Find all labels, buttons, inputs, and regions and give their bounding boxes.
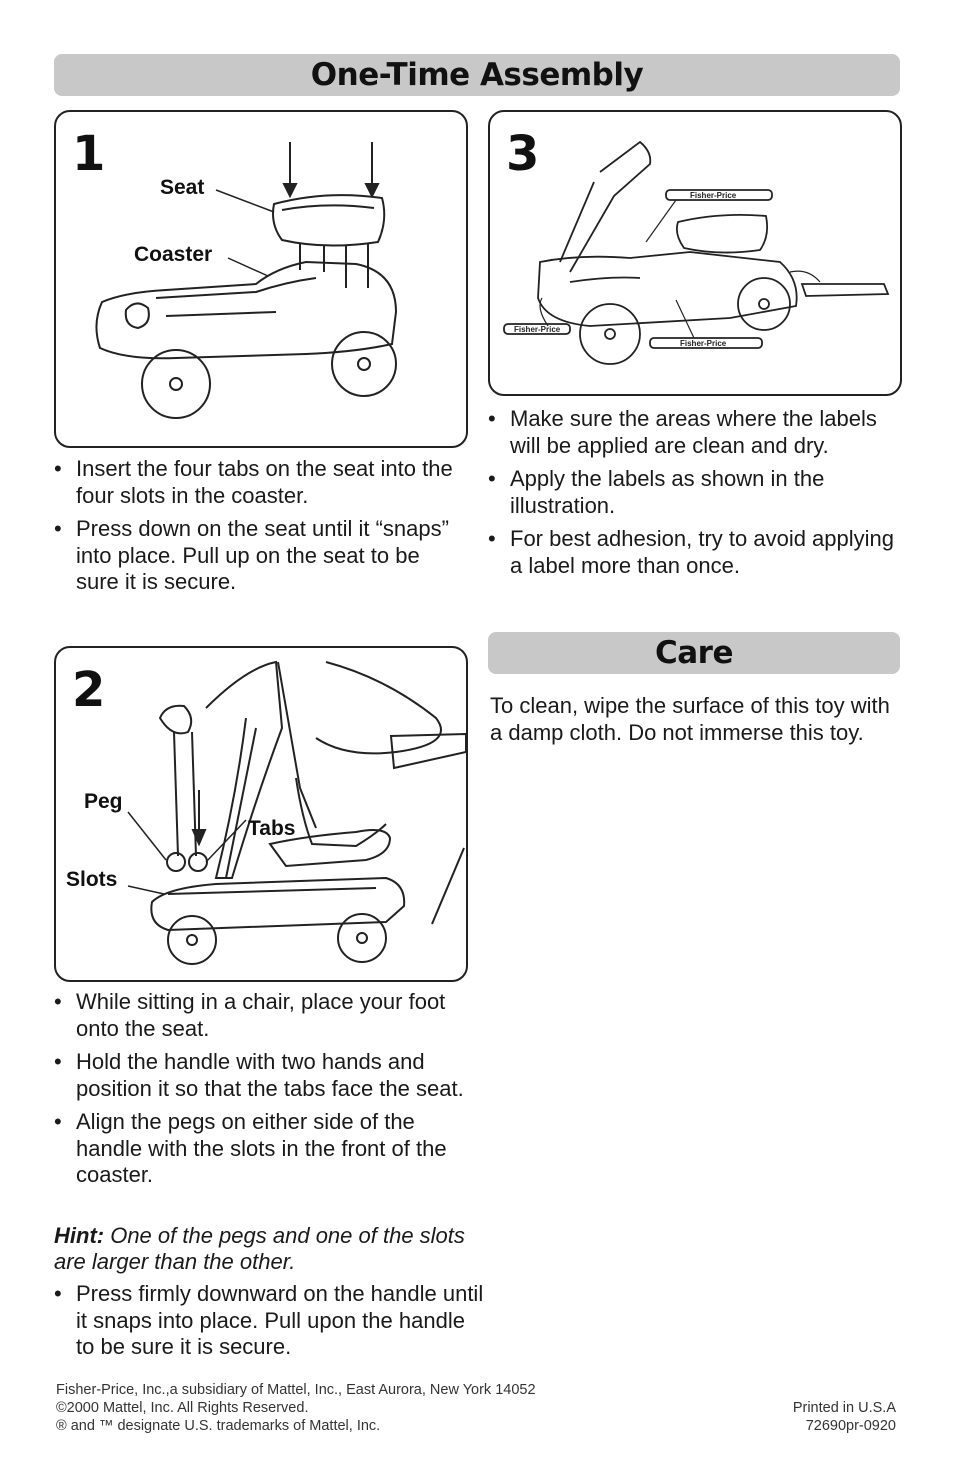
footer-print-info bbox=[696, 1399, 896, 1435]
hint-label: Hint: bbox=[54, 1223, 105, 1248]
label-brand-left: Fisher-Price bbox=[514, 325, 561, 334]
footer-trademark: ® and ™ designate U.S. trademarks of Mattel, Inc. bbox=[56, 1418, 381, 1434]
callout-slots: Slots bbox=[66, 868, 118, 891]
step3-illustration bbox=[488, 110, 902, 396]
step3-instructions bbox=[488, 406, 898, 586]
seat-coaster-drawing bbox=[56, 112, 466, 446]
labels-drawing bbox=[490, 112, 900, 394]
label-brand-bottom: Fisher-Price bbox=[680, 339, 727, 348]
assembly-heading: One-Time Assembly bbox=[54, 54, 900, 96]
step1-instructions bbox=[54, 456, 464, 603]
list-item: • Make sure the areas where the labels will be applied are clean and dry. bbox=[488, 406, 898, 459]
list-item: • Press firmly downward on the handle until it snaps into place. Pull upon the handle to be sure it is secure. bbox=[54, 1281, 484, 1361]
list-item: • For best adhesion, try to avoid applying a label more than once. bbox=[488, 526, 898, 579]
footer-copyright: ©2000 Mattel, Inc. All Rights Reserved. bbox=[56, 1400, 309, 1416]
handle-attach-drawing bbox=[56, 648, 466, 980]
list-item: • While sitting in a chair, place your foot onto the seat. bbox=[54, 989, 474, 1042]
care-heading: Care bbox=[488, 632, 900, 674]
care-instructions: To clean, wipe the surface of this toy with a damp cloth. Do not immerse this toy. bbox=[490, 693, 890, 745]
callout-seat: Seat bbox=[160, 176, 205, 199]
step2-instructions-final bbox=[54, 1281, 484, 1368]
step2-hint bbox=[54, 1223, 474, 1275]
step2-illustration bbox=[54, 646, 468, 982]
list-item: • Insert the four tabs on the seat into the four slots in the coaster. bbox=[54, 456, 464, 509]
step3-number: 3 bbox=[506, 126, 540, 182]
footer-code: 72690pr-0920 bbox=[805, 1418, 896, 1434]
step2-instructions bbox=[54, 989, 474, 1196]
footer-company: Fisher-Price, Inc.,a subsidiary of Mattel, Inc., East Aurora, New York 14052 bbox=[56, 1382, 536, 1398]
step1-number: 1 bbox=[72, 126, 106, 182]
label-brand-top: Fisher-Price bbox=[690, 191, 737, 200]
callout-tabs: Tabs bbox=[248, 817, 296, 840]
callout-peg: Peg bbox=[84, 790, 123, 813]
footer-legal bbox=[56, 1381, 656, 1435]
list-item: • Apply the labels as shown in the illustration. bbox=[488, 466, 898, 519]
footer-printed: Printed in U.S.A bbox=[792, 1400, 896, 1416]
list-item: • Align the pegs on either side of the handle with the slots in the front of the coaster. bbox=[54, 1109, 474, 1189]
list-item: • Press down on the seat until it “snaps” into place. Pull up on the seat to be sure it is secure. bbox=[54, 516, 464, 596]
step2-number: 2 bbox=[72, 662, 106, 718]
hint-text: One of the pegs and one of the slots are larger than the other. bbox=[54, 1223, 465, 1274]
callout-coaster: Coaster bbox=[134, 243, 213, 266]
step1-illustration bbox=[54, 110, 468, 448]
list-item: • Hold the handle with two hands and position it so that the tabs face the seat. bbox=[54, 1049, 474, 1102]
